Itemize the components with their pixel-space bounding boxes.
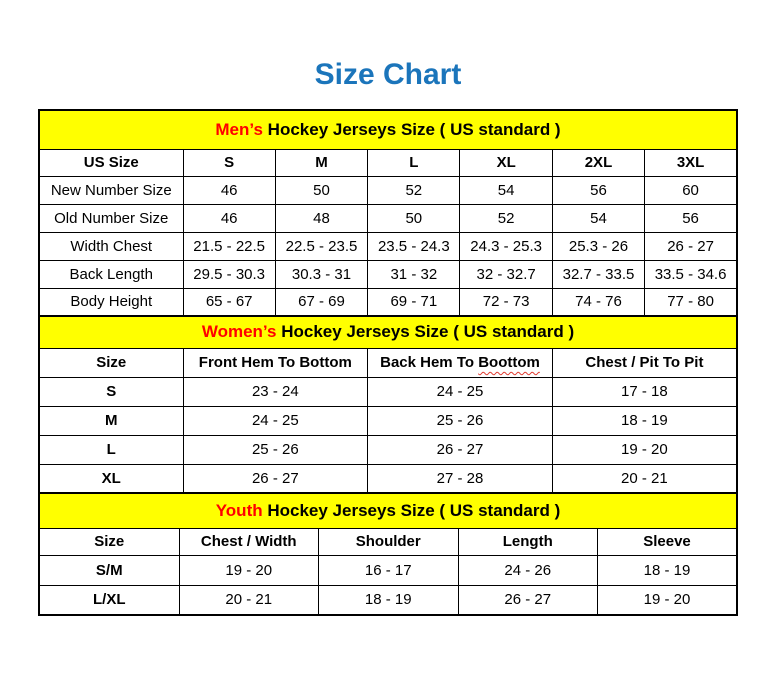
table-row [39,464,737,493]
row-label-cell: Body Height [39,288,183,316]
data-cell: 54 [460,176,552,204]
mens-section-title-rest: Hockey Jerseys Size ( US standard ) [267,119,561,139]
data-cell: 29.5 - 30.3 [183,260,275,288]
data-cell: 25.3 - 26 [552,232,644,260]
column-header-cell: XL [460,149,552,176]
womens-section-highlight: Women’s [201,322,277,342]
data-cell: 50 [368,204,460,232]
data-cell: 24 - 25 [368,377,553,406]
data-cell: 19 - 20 [598,585,738,615]
youth-section-title [39,493,737,528]
row-label-cell: New Number Size [39,176,183,204]
mens-section-band [39,110,737,149]
row-label-cell: Width Chest [39,232,183,260]
data-cell: 56 [552,176,644,204]
data-cell: 67 - 69 [275,288,367,316]
womens-header-row [39,348,737,377]
data-cell: 54 [552,204,644,232]
data-cell: 69 - 71 [368,288,460,316]
data-cell: 20 - 21 [179,585,319,615]
row-label-cell: S/M [39,555,179,585]
data-cell: 60 [645,176,737,204]
row-label-cell: XL [39,464,183,493]
table-row [39,585,737,615]
data-cell: 31 - 32 [368,260,460,288]
data-cell: 26 - 27 [645,232,737,260]
data-cell: 30.3 - 31 [275,260,367,288]
data-cell: 16 - 17 [319,555,459,585]
data-cell: 74 - 76 [552,288,644,316]
column-header-cell: Sleeve [598,528,738,555]
table-row [39,232,737,260]
column-header-cell: Shoulder [319,528,459,555]
column-header-cell: Chest / Pit To Pit [552,348,737,377]
data-cell: 26 - 27 [368,435,553,464]
data-cell: 18 - 19 [598,555,738,585]
column-header-cell: 2XL [552,149,644,176]
youth-section-title-rest: Hockey Jerseys Size ( US standard ) [267,500,561,520]
row-label-cell: L [39,435,183,464]
row-label-cell: S [39,377,183,406]
data-cell: 22.5 - 23.5 [275,232,367,260]
data-cell: 21.5 - 22.5 [183,232,275,260]
table-row [39,555,737,585]
data-cell: 27 - 28 [368,464,553,493]
youth-section-band [39,493,737,528]
data-cell: 24 - 26 [458,555,598,585]
data-cell: 72 - 73 [460,288,552,316]
youth-section-highlight: Youth [215,500,263,520]
data-cell: 23 - 24 [183,377,368,406]
mens-size-table [38,109,738,317]
data-cell: 77 - 80 [645,288,737,316]
mens-section-highlight: Men’s [215,119,263,139]
data-cell: 20 - 21 [552,464,737,493]
column-header-cell: Size [39,348,183,377]
data-cell: 19 - 20 [179,555,319,585]
data-cell: 24.3 - 25.3 [460,232,552,260]
data-cell: 23.5 - 24.3 [368,232,460,260]
data-cell: 26 - 27 [458,585,598,615]
column-header-cell: Length [458,528,598,555]
column-header-cell: M [275,149,367,176]
data-cell: 17 - 18 [552,377,737,406]
data-cell: 18 - 19 [319,585,459,615]
womens-size-table [38,315,738,494]
table-row [39,288,737,316]
page-title: Size Chart [314,58,462,91]
data-cell: 33.5 - 34.6 [645,260,737,288]
data-cell: 46 [183,204,275,232]
data-cell: 26 - 27 [183,464,368,493]
data-cell: 48 [275,204,367,232]
womens-section-title [39,316,737,348]
data-cell: 24 - 25 [183,406,368,435]
row-label-cell: Old Number Size [39,204,183,232]
table-row [39,260,737,288]
data-cell: 56 [645,204,737,232]
mens-section-title [39,110,737,149]
data-cell: 19 - 20 [552,435,737,464]
womens-section-band [39,316,737,348]
column-header-cell: L [368,149,460,176]
data-cell: 25 - 26 [368,406,553,435]
column-header-cell: 3XL [645,149,737,176]
row-label-cell: M [39,406,183,435]
mens-header-row [39,149,737,176]
data-cell: 65 - 67 [183,288,275,316]
data-cell: 46 [183,176,275,204]
table-row [39,435,737,464]
row-label-cell: L/XL [39,585,179,615]
column-header-cell: Front Hem To Bottom [183,348,368,377]
column-header-cell: Chest / Width [179,528,319,555]
youth-header-row [39,528,737,555]
data-cell: 32 - 32.7 [460,260,552,288]
data-cell: 32.7 - 33.5 [552,260,644,288]
column-header-cell: S [183,149,275,176]
table-row [39,377,737,406]
misspelled-word-spellcheck: Boottom [478,354,540,371]
youth-size-table [38,492,738,616]
table-row [39,176,737,204]
data-cell: 18 - 19 [552,406,737,435]
size-chart-container [38,109,738,616]
row-label-cell: Back Length [39,260,183,288]
column-header-cell: Size [39,528,179,555]
womens-section-title-rest: Hockey Jerseys Size ( US standard ) [281,322,575,342]
table-row [39,204,737,232]
data-cell: 25 - 26 [183,435,368,464]
data-cell: 52 [460,204,552,232]
column-header-cell [368,348,553,377]
column-header-text: Back Hem To [380,354,475,371]
table-row [39,406,737,435]
column-header-cell: US Size [39,149,183,176]
data-cell: 50 [275,176,367,204]
data-cell: 52 [368,176,460,204]
